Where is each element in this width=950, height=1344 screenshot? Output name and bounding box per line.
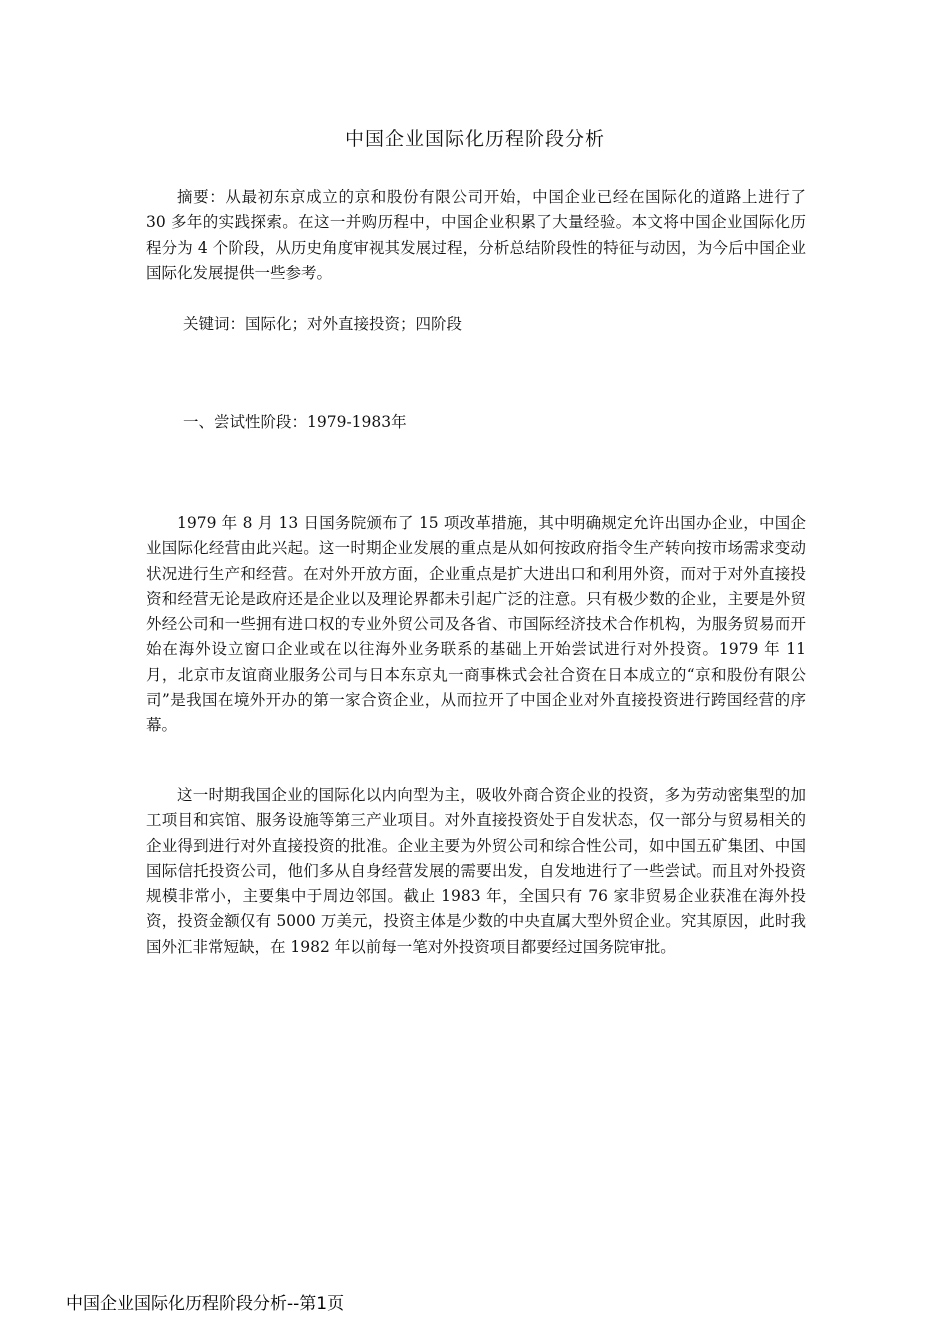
body-paragraph-2: 这一时期我国企业的国际化以内向型为主，吸收外商合资企业的投资，多为劳动密集型的加工项目和宾馆、服务设施等第三产业项目。对外直接投资处于自发状态，仅一部分与贸易相关的企业得到进行对外直接投资的批准。企业主要为外贸公司和综合性公司，如中国五矿集团、中国国际信托投资公司，他们多从自身经营发展的需要出发，自发地进行了一些尝试。而且对外投资规模非常小，主要集中于周边邻国。截止 1983 年，全国只有 76 家非贸易企业获准在海外投资，投资金额仅有 5000 万美元，投资主体是少数的中央直属大型外贸企业。究其原因，此时我国外汇非常短缺，在 1982 年以前每一笔对外投资项目都要经过国务院审批。 — [146, 786, 806, 956]
abstract-paragraph: 摘要：从最初东京成立的京和股份有限公司开始，中国企业已经在国际化的道路上进行了 30 多年的实践探索。在这一并购历程中，中国企业积累了大量经验。本文将中国企业国际化历程分为 4 个阶段，从历史角度审视其发展过程，分析总结阶段性的特征与动因，为今后中国企业国际化发展提供一些参考。 — [146, 188, 806, 282]
document-title: 中国企业国际化历程阶段分析 — [344, 128, 605, 150]
keywords-line: 关键词：国际化；对外直接投资；四阶段 — [183, 315, 463, 333]
body-paragraph-1: 1979 年 8 月 13 日国务院颁布了 15 项改革措施，其中明确规定允许出国办企业，中国企业国际化经营由此兴起。这一时期企业发展的重点是从如何按政府指令生产转向按市场需求变动状况进行生产和经营。在对外开放方面，企业重点是扩大进出口和利用外资，而对于对外直接投资和经营无论是政府还是企业以及理论界都未引起广泛的注意。只有极少数的企业，主要是外贸外经公司和一些拥有进口权的专业外贸公司及各省、市国际经济技术合作机构，为服务贸易而开始在海外设立窗口企业或在以往海外业务联系的基础上开始尝试进行对外投资。1979 年 11 月，北京市友谊商业服务公司与日本东京丸一商事株式会社合资在日本成立的“京和股份有限公司”是我国在境外开办的第一家合资企业，从而拉开了中国企业对外直接投资进行跨国经营的序幕。 — [146, 514, 806, 735]
section-heading: 一、尝试性阶段：1979-1983年 — [183, 413, 407, 431]
page-footer: 中国企业国际化历程阶段分析--第1页 — [66, 1294, 345, 1314]
